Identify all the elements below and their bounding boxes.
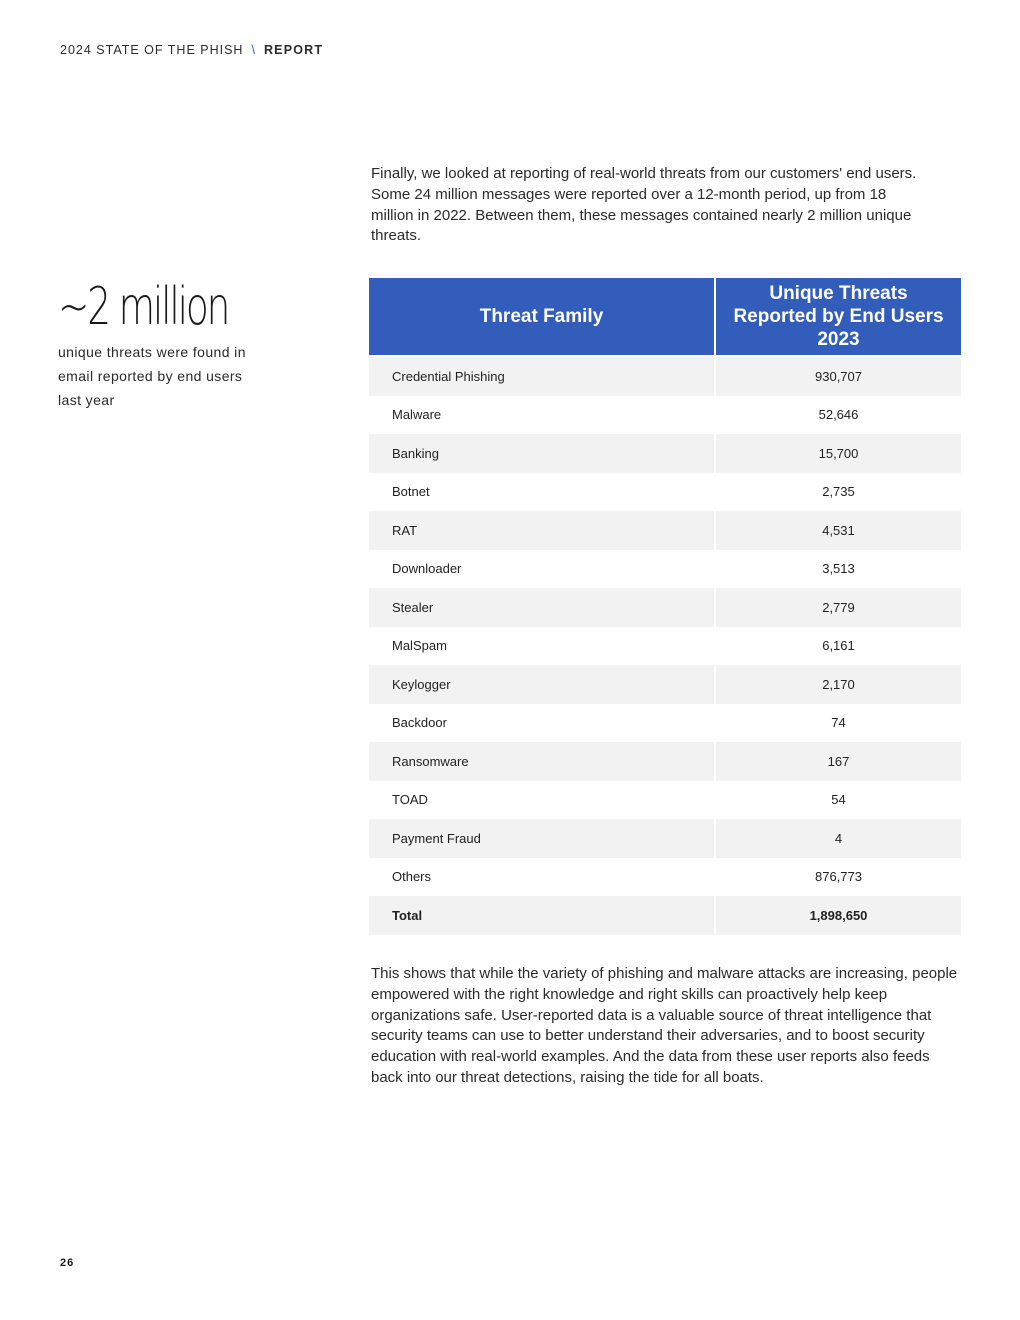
threat-count-cell: 15,700 — [714, 434, 961, 473]
threat-family-cell: Others — [369, 858, 714, 897]
page-number: 26 — [60, 1257, 75, 1269]
threat-count-cell: 876,773 — [714, 858, 961, 897]
table-row — [369, 434, 961, 473]
threat-count-cell: 167 — [714, 742, 961, 781]
threat-family-cell: Banking — [369, 434, 714, 473]
page-header — [60, 43, 323, 57]
intro-paragraph: Finally, we looked at reporting of real-world threats from our customers' end users. Some 24 million messages were reported over a 12-month period, up from 18 million in 2022. Between them, these messages contained nearly 2 million unique threats. — [371, 165, 917, 245]
table-total-row — [369, 896, 961, 935]
threat-family-cell: Backdoor — [369, 704, 714, 743]
threat-count-cell: 4 — [714, 819, 961, 858]
table-row — [369, 665, 961, 704]
total-label-cell: Total — [369, 896, 714, 935]
threat-family-cell: Credential Phishing — [369, 355, 714, 396]
table-row — [369, 819, 961, 858]
threat-count-cell: 2,170 — [714, 665, 961, 704]
column-header-threat-family: Threat Family — [369, 278, 714, 355]
threat-count-cell: 930,707 — [714, 355, 961, 396]
threats-table — [369, 278, 961, 935]
table-row — [369, 355, 961, 396]
table-row — [369, 704, 961, 743]
total-count-cell: 1,898,650 — [714, 896, 961, 935]
threat-family-cell: TOAD — [369, 781, 714, 820]
report-title: 2024 STATE OF THE PHISH — [60, 43, 244, 57]
table-row — [369, 511, 961, 550]
table-row — [369, 781, 961, 820]
threat-family-cell: Keylogger — [369, 665, 714, 704]
threat-count-cell: 54 — [714, 781, 961, 820]
stat-callout — [58, 276, 278, 412]
section-label: REPORT — [263, 43, 324, 57]
outro-paragraph: This shows that while the variety of phishing and malware attacks are increasing, people empowered with the right knowledge and right skills can proactively help keep organizations safe. User-reported data is a valuable source of threat intelligence that security teams can use to better understand their adversaries, and to boost security education with real-world examples. And the data from these user reports also feeds back into our threat detections, raising the tide for all boats. — [371, 965, 958, 1086]
column-header-unique-threats: Unique Threats Reported by End Users 2023 — [714, 278, 961, 355]
table-row — [369, 550, 961, 589]
threat-count-cell: 74 — [714, 704, 961, 743]
table-row — [369, 473, 961, 512]
table-row — [369, 588, 961, 627]
threat-family-cell: MalSpam — [369, 627, 714, 666]
threat-count-cell: 6,161 — [714, 627, 961, 666]
table-body — [369, 355, 961, 935]
threat-family-cell: RAT — [369, 511, 714, 550]
stat-value: ~2 million — [58, 277, 229, 337]
threat-family-cell: Payment Fraud — [369, 819, 714, 858]
stat-caption: unique threats were found in email reported by end users last year — [58, 344, 246, 408]
threat-count-cell: 4,531 — [714, 511, 961, 550]
table-header-row — [369, 278, 961, 355]
threat-family-cell: Ransomware — [369, 742, 714, 781]
threat-count-cell: 2,735 — [714, 473, 961, 512]
threat-count-cell: 3,513 — [714, 550, 961, 589]
threat-count-cell: 52,646 — [714, 396, 961, 435]
table-row — [369, 627, 961, 666]
threat-family-cell: Botnet — [369, 473, 714, 512]
table-row — [369, 742, 961, 781]
table-row — [369, 858, 961, 897]
header-separator: \ — [251, 43, 256, 57]
threat-family-cell: Malware — [369, 396, 714, 435]
threat-count-cell: 2,779 — [714, 588, 961, 627]
table-row — [369, 396, 961, 435]
threat-family-cell: Downloader — [369, 550, 714, 589]
threat-family-cell: Stealer — [369, 588, 714, 627]
